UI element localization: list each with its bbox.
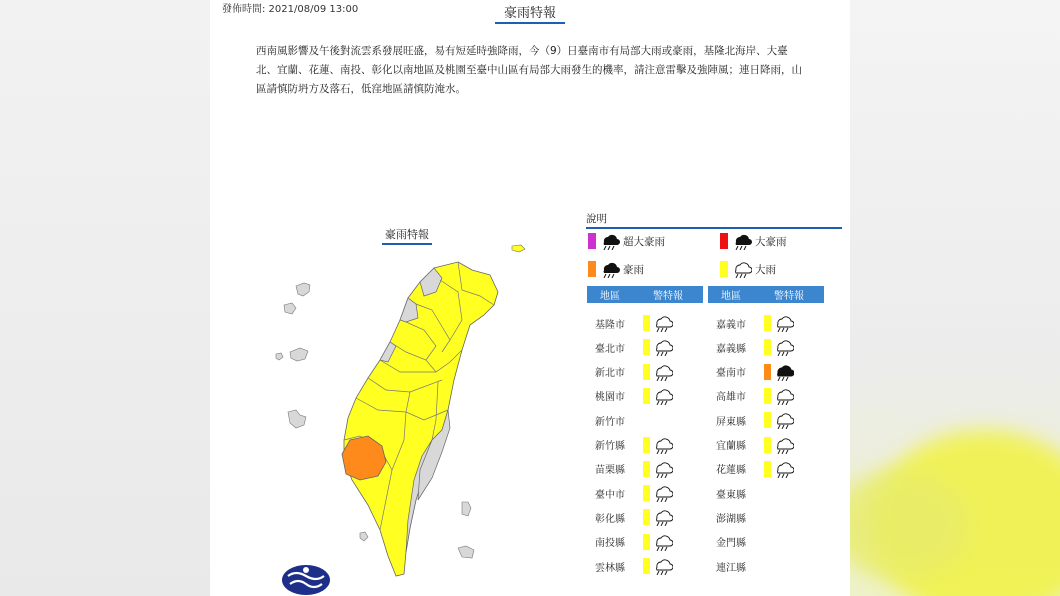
background-left xyxy=(0,0,210,596)
legend-swatch xyxy=(720,261,728,277)
rain-cloud-icon xyxy=(774,411,794,429)
legend-label: 大豪雨 xyxy=(755,235,787,248)
rain-cloud-icon xyxy=(653,484,673,502)
rain-cloud-icon xyxy=(774,436,794,454)
table-row xyxy=(579,460,673,478)
region-name: 彰化縣 xyxy=(595,513,625,525)
rain-cloud-icon xyxy=(653,387,673,405)
region-name: 臺南市 xyxy=(716,368,746,380)
rain-cloud-icon xyxy=(653,436,673,454)
table-row xyxy=(579,533,673,551)
region-name: 嘉義市 xyxy=(716,319,746,331)
rain-cloud-icon xyxy=(653,338,673,356)
heavy-rain-cloud-icon xyxy=(600,232,620,250)
warning-level-swatch xyxy=(643,534,650,550)
heavy-rain-cloud-icon xyxy=(732,232,752,250)
column-header-region: 地區 xyxy=(721,291,741,302)
table-row xyxy=(700,484,762,502)
rain-cloud-icon xyxy=(653,460,673,478)
warning-level-swatch xyxy=(764,315,771,331)
issued-time: 發佈時間: 2021/08/09 13:00 xyxy=(222,4,359,15)
region-name: 嘉義縣 xyxy=(716,343,746,355)
table-header-right xyxy=(708,286,824,303)
region-name: 連江縣 xyxy=(716,562,746,574)
rain-cloud-icon xyxy=(653,508,673,526)
warning-level-swatch xyxy=(764,437,771,453)
region-name: 臺東縣 xyxy=(716,489,746,501)
warning-panel xyxy=(210,0,850,596)
region-name: 屏東縣 xyxy=(716,416,746,428)
legend-swatch xyxy=(588,261,596,277)
table-row xyxy=(700,460,794,478)
rain-cloud-icon xyxy=(653,557,673,575)
legend-item-super-torrential xyxy=(588,232,665,250)
table-row xyxy=(700,363,794,381)
table-row xyxy=(579,363,673,381)
warning-level-swatch xyxy=(643,437,650,453)
warning-level-swatch xyxy=(643,339,650,355)
legend-swatch xyxy=(720,233,728,249)
column-header-warning: 警特報 xyxy=(774,291,804,302)
rain-cloud-icon xyxy=(653,533,673,551)
region-name: 南投縣 xyxy=(595,538,625,550)
warning-level-swatch xyxy=(643,315,650,331)
warning-level-swatch xyxy=(764,339,771,355)
legend-title: 說明 xyxy=(586,211,842,229)
region-name: 花蓮縣 xyxy=(716,465,746,477)
table-row xyxy=(579,508,673,526)
table-row xyxy=(579,338,673,356)
table-row xyxy=(700,338,794,356)
table-row xyxy=(579,436,673,454)
map-title: 豪雨特報 xyxy=(382,226,432,245)
region-name: 金門縣 xyxy=(716,538,746,550)
legend-label: 豪雨 xyxy=(623,263,644,276)
legend-item-torrential xyxy=(588,260,644,278)
rain-cloud-icon xyxy=(732,260,752,278)
region-name: 臺中市 xyxy=(595,489,625,501)
region-name: 新竹縣 xyxy=(595,441,625,452)
page-title: 豪雨特報 xyxy=(495,2,565,24)
warning-level-swatch xyxy=(764,364,771,380)
turtle-island xyxy=(512,245,525,252)
region-name: 雲林縣 xyxy=(595,562,625,574)
rain-cloud-icon xyxy=(653,314,673,332)
rain-cloud-icon xyxy=(774,460,794,478)
table-row xyxy=(579,411,641,429)
legend-label: 超大豪雨 xyxy=(623,235,665,248)
region-name: 新北市 xyxy=(595,368,625,380)
table-row xyxy=(700,411,794,429)
heavy-rain-cloud-icon xyxy=(774,363,794,381)
warning-level-swatch xyxy=(643,485,650,501)
warning-level-swatch xyxy=(643,558,650,574)
heavy-rain-cloud-icon xyxy=(600,260,620,278)
region-name: 新竹市 xyxy=(595,416,625,428)
column-header-region: 地區 xyxy=(600,291,620,302)
table-row xyxy=(700,508,762,526)
region-name: 臺北市 xyxy=(595,343,625,355)
region-name: 宜蘭縣 xyxy=(716,441,746,452)
cwb-logo xyxy=(282,565,330,595)
legend-label: 大雨 xyxy=(755,263,776,276)
warning-level-swatch xyxy=(764,388,771,404)
table-row xyxy=(700,533,762,551)
rain-cloud-icon xyxy=(774,314,794,332)
background-right xyxy=(850,0,1060,596)
warning-level-swatch xyxy=(643,364,650,380)
table-row xyxy=(579,314,673,332)
table-row xyxy=(700,314,794,332)
region-name: 苗栗縣 xyxy=(595,465,625,477)
legend-swatch xyxy=(588,233,596,249)
table-row xyxy=(700,436,794,454)
legend-item-extra-torrential xyxy=(720,232,787,250)
warning-level-swatch xyxy=(764,461,771,477)
region-name: 高雄市 xyxy=(716,392,746,404)
warning-level-swatch xyxy=(643,388,650,404)
table-header-left xyxy=(587,286,703,303)
legend-item-heavy-rain xyxy=(720,260,776,278)
rain-cloud-icon xyxy=(774,387,794,405)
region-name: 桃園市 xyxy=(595,392,625,404)
region-name: 基隆市 xyxy=(595,319,625,331)
rain-cloud-icon xyxy=(653,363,673,381)
warning-level-swatch xyxy=(643,461,650,477)
rain-cloud-icon xyxy=(774,338,794,356)
column-header-warning: 警特報 xyxy=(653,291,683,302)
table-row xyxy=(579,484,673,502)
table-row xyxy=(579,557,673,575)
warning-level-swatch xyxy=(643,509,650,525)
region-name: 澎湖縣 xyxy=(716,513,746,525)
table-row xyxy=(579,387,673,405)
table-row xyxy=(700,557,762,575)
warning-level-swatch xyxy=(764,412,771,428)
warning-description: 西南風影響及午後對流雲系發展旺盛，易有短延時強降雨，今（9）日臺南市有局部大雨或豪雨，基隆北海岸、大臺北、宜蘭、花蓮、南投、彰化以南地區及桃園至臺中山區有局部大雨發生的機率，請注意雷擊及強陣風；連日降雨，山區請慎防坍方及落石，低窪地區請慎防淹水。 xyxy=(256,45,802,95)
table-row xyxy=(700,387,794,405)
